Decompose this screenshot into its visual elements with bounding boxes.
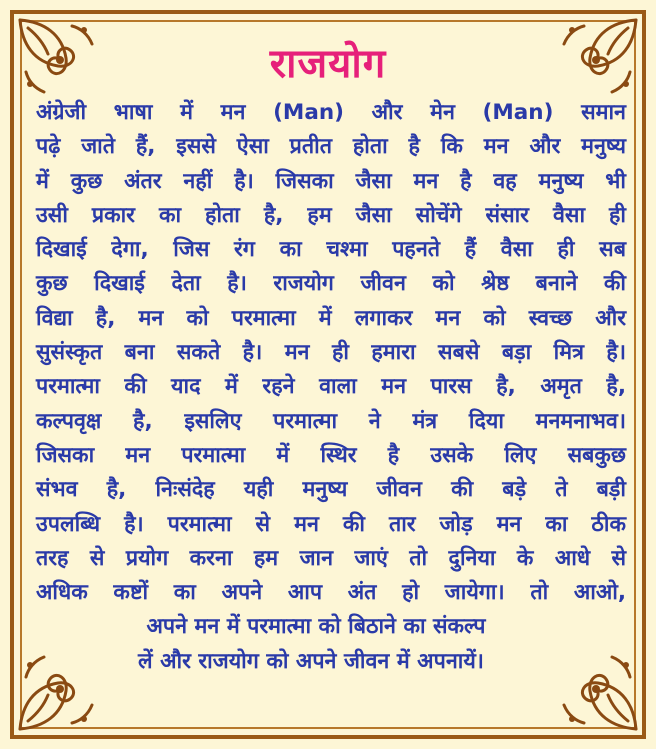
text-line: कुछ दिखाई देता है। राजयोग जीवन को श्रेष्ठ बनाने की xyxy=(36,271,626,297)
text-line: कल्पवृक्ष है, इसलिए परमात्मा ने मंत्र दिया मनमनाभव। xyxy=(36,408,626,434)
text-line: परमात्मा की याद में रहने वाला मन पारस है, अमृत है, xyxy=(36,374,626,400)
text-line: दिखाई देगा, जिस रंग का चश्मा पहनते हैं वैसा ही सब xyxy=(36,237,626,263)
text-line: जिसका मन परमात्मा में स्थिर है उसके लिए सबकुछ xyxy=(36,442,626,468)
text-line: तरह से प्रयोग करना हम जान जाएं तो दुनिया के आधे से xyxy=(36,545,626,571)
page-title: राजयोग xyxy=(269,41,387,87)
text-line: उपलब्धि है। परमात्मा से मन की तार जोड़ मन का ठीक xyxy=(36,511,626,537)
text-line: में कुछ अंतर नहीं है। जिसका जैसा मन है वह मनुष्य भी xyxy=(36,168,626,194)
text-line: लें और राजयोग को अपने जीवन में अपनायें। xyxy=(138,648,484,674)
text-line: विद्या है, मन को परमात्मा में लगाकर मन को स्वच्छ और xyxy=(36,305,626,331)
body-paragraph xyxy=(36,96,626,679)
text-line: संभव है, निःसंदेह यही मनुष्य जीवन की बड़े ते बड़ी xyxy=(36,477,626,503)
text-line: उसी प्रकार का होता है, हम जैसा सोचेंगे संसार वैसा ही xyxy=(36,202,626,228)
text-line: सुसंस्कृत बना सकते है। मन ही हमारा सबसे बड़ा मित्र है। xyxy=(36,340,626,366)
text-line: अधिक कष्टों का अपने आप अंत हो जायेगा। तो आओ, xyxy=(36,580,626,606)
text-line: पढ़े जाते हैं, इससे ऐसा प्रतीत होता है कि मन और मनुष्य xyxy=(36,134,626,160)
text-line: अंग्रेजी भाषा में मन (Man) और मेन (Man) समान xyxy=(36,100,626,125)
text-line: अपने मन में परमात्मा को बिठाने का संकल्प xyxy=(146,614,486,640)
